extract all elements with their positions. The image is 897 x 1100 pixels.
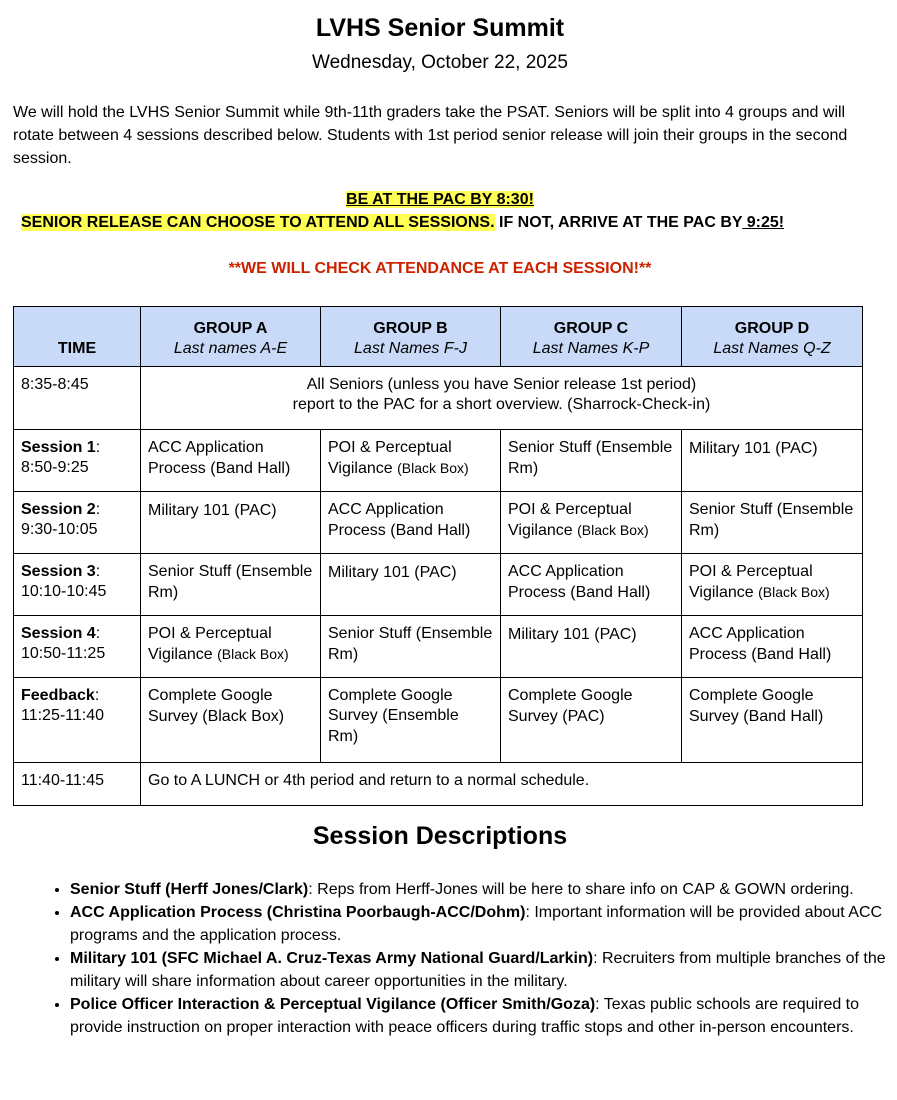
session-label: Session 2 <box>21 501 96 518</box>
arrive-time: 9:25! <box>742 214 785 231</box>
cell-text: ACC Application Process (Band Hall) <box>148 439 291 477</box>
description-text: : Texas public schools are required to provide instruction on proper interaction with peace officers during traffic stops and other in-person encounters. <box>70 996 860 1036</box>
session-row <box>14 554 863 616</box>
description-title: ACC Application Process (Christina Poorbaugh-ACC/Dohm) <box>70 904 526 921</box>
schedule-table <box>13 306 863 806</box>
session-label: Session 1 <box>21 439 96 456</box>
cell-text: Military 101 (PAC) <box>148 502 277 519</box>
closing-cell: Go to A LUNCH or 4th period and return to a normal schedule. <box>141 763 863 806</box>
schedule-cell <box>501 678 682 763</box>
schedule-cell <box>321 430 501 492</box>
schedule-cell <box>682 554 863 616</box>
cell-text: POI & Perceptual Vigilance <box>148 625 272 663</box>
group-lastnames: Last Names Q-Z <box>713 340 831 357</box>
session-label: Session 3 <box>21 563 96 580</box>
description-title: Senior Stuff (Herff Jones/Clark) <box>70 881 309 898</box>
pac-notice-text: BE AT THE PAC BY 8:30! <box>346 191 534 208</box>
cell-text: Senior Stuff (Ensemble Rm) <box>328 625 493 663</box>
schedule-cell <box>141 430 321 492</box>
description-text: : Reps from Herff-Jones will be here to share info on CAP & GOWN ordering. <box>308 881 854 898</box>
cell-note: (Black Box) <box>217 646 289 662</box>
group-lastnames: Last names A-E <box>173 340 288 357</box>
descriptions-list <box>35 878 897 1039</box>
session-time: 10:50-11:25 <box>21 645 106 662</box>
group-lastnames: Last Names K-P <box>532 340 650 357</box>
description-text: : Important information will be provided about ACC programs and the application process. <box>70 904 883 944</box>
cell-note: (Black Box) <box>577 522 649 538</box>
page-title: LVHS Senior Summit <box>315 14 565 42</box>
group-c-header <box>501 307 682 367</box>
cell-text: ACC Application Process (Band Hall) <box>508 563 651 601</box>
time-cell: 11:40-11:45 <box>14 763 141 806</box>
time-header: TIME <box>14 307 141 367</box>
descriptions-heading: Session Descriptions <box>312 822 568 850</box>
session-time: 10:10-10:45 <box>21 583 107 600</box>
cell-note: (Black Box) <box>758 584 830 600</box>
group-name: GROUP D <box>734 320 810 337</box>
cell-text: Senior Stuff (Ensemble Rm) <box>508 439 673 477</box>
schedule-cell <box>321 492 501 554</box>
overview-line: All Seniors (unless you have Senior release 1st period) <box>306 376 697 393</box>
schedule-cell <box>141 678 321 763</box>
description-title: Military 101 (SFC Michael A. Cruz-Texas Army National Guard/Larkin) <box>70 950 594 967</box>
schedule-cell <box>141 492 321 554</box>
schedule-cell <box>321 678 501 763</box>
cell-text: Senior Stuff (Ensemble Rm) <box>148 563 313 601</box>
cell-text: Complete Google Survey (PAC) <box>508 687 633 725</box>
cell-text: Senior Stuff (Ensemble Rm) <box>689 501 854 539</box>
time-cell: 8:35-8:45 <box>14 367 141 430</box>
cell-text: Complete Google Survey (Black Box) <box>148 687 285 725</box>
attendance-notice: **WE WILL CHECK ATTENDANCE AT EACH SESSION!** <box>228 260 652 277</box>
cell-text: Military 101 (PAC) <box>508 626 637 643</box>
session-time: 11:25-11:40 <box>21 707 105 724</box>
schedule-cell <box>682 616 863 678</box>
time-cell: Feedback: 11:25-11:40 <box>14 678 141 763</box>
group-lastnames: Last Names F-J <box>354 340 467 357</box>
schedule-cell <box>141 554 321 616</box>
list-item <box>70 993 897 1039</box>
session-row <box>14 492 863 554</box>
group-d-header <box>682 307 863 367</box>
release-notice <box>21 214 784 232</box>
schedule-cell <box>501 554 682 616</box>
overview-cell <box>141 367 863 430</box>
group-a-header <box>141 307 321 367</box>
schedule-cell <box>501 430 682 492</box>
schedule-cell <box>501 492 682 554</box>
time-cell: Session 3: 10:10-10:45 <box>14 554 141 616</box>
group-name: GROUP B <box>373 320 448 337</box>
intro-paragraph: We will hold the LVHS Senior Summit while 9th-11th graders take the PSAT. Seniors will be split into 4 groups and will rotate between 4 sessions described below. Students with 1st period senior release will join their groups in the second session. <box>13 104 848 167</box>
session-label: Session 4 <box>21 625 96 642</box>
schedule-cell <box>682 678 863 763</box>
arrive-text: IF NOT, ARRIVE AT THE PAC BY <box>494 214 743 231</box>
cell-text: POI & Perceptual Vigilance <box>689 563 813 601</box>
cell-text: ACC Application Process (Band Hall) <box>689 625 832 663</box>
list-item <box>70 947 897 993</box>
cell-text: Military 101 (PAC) <box>689 440 818 457</box>
group-b-header <box>321 307 501 367</box>
list-item <box>70 901 897 947</box>
group-name: GROUP A <box>193 320 268 337</box>
closing-row <box>14 763 863 806</box>
pac-notice <box>0 191 880 209</box>
time-cell: Session 4: 10:50-11:25 <box>14 616 141 678</box>
time-cell: Session 1: 8:50-9:25 <box>14 430 141 492</box>
cell-text: Military 101 (PAC) <box>328 564 457 581</box>
description-text: : Recruiters from multiple branches of the military will share information about career opportunities in the military. <box>70 950 886 990</box>
session-time: 8:50-9:25 <box>21 459 89 476</box>
cell-text: Complete Google Survey (Ensemble Rm) <box>328 687 459 745</box>
schedule-cell <box>501 616 682 678</box>
session-time: 9:30-10:05 <box>21 521 98 538</box>
cell-text: Complete Google Survey (Band Hall) <box>689 687 824 725</box>
schedule-cell <box>321 616 501 678</box>
overview-line: report to the PAC for a short overview. (Sharrock-Check-in) <box>292 396 711 413</box>
session-row <box>14 430 863 492</box>
time-cell: Session 2: 9:30-10:05 <box>14 492 141 554</box>
overview-row <box>14 367 863 430</box>
cell-text: POI & Perceptual Vigilance <box>328 439 452 477</box>
schedule-header-row <box>14 307 863 367</box>
session-label: Feedback <box>21 687 95 704</box>
schedule-cell <box>682 492 863 554</box>
event-date: Wednesday, October 22, 2025 <box>312 52 568 73</box>
list-item <box>70 878 897 901</box>
session-row <box>14 616 863 678</box>
description-title: Police Officer Interaction & Perceptual Vigilance (Officer Smith/Goza) <box>70 996 596 1013</box>
release-notice-text: SENIOR RELEASE CAN CHOOSE TO ATTEND ALL SESSIONS. <box>21 214 495 231</box>
schedule-cell <box>682 430 863 492</box>
cell-text: POI & Perceptual Vigilance <box>508 501 632 539</box>
cell-text: ACC Application Process (Band Hall) <box>328 501 471 539</box>
schedule-cell <box>321 554 501 616</box>
schedule-cell <box>141 616 321 678</box>
feedback-row <box>14 678 863 763</box>
group-name: GROUP C <box>553 320 629 337</box>
cell-note: (Black Box) <box>397 460 469 476</box>
